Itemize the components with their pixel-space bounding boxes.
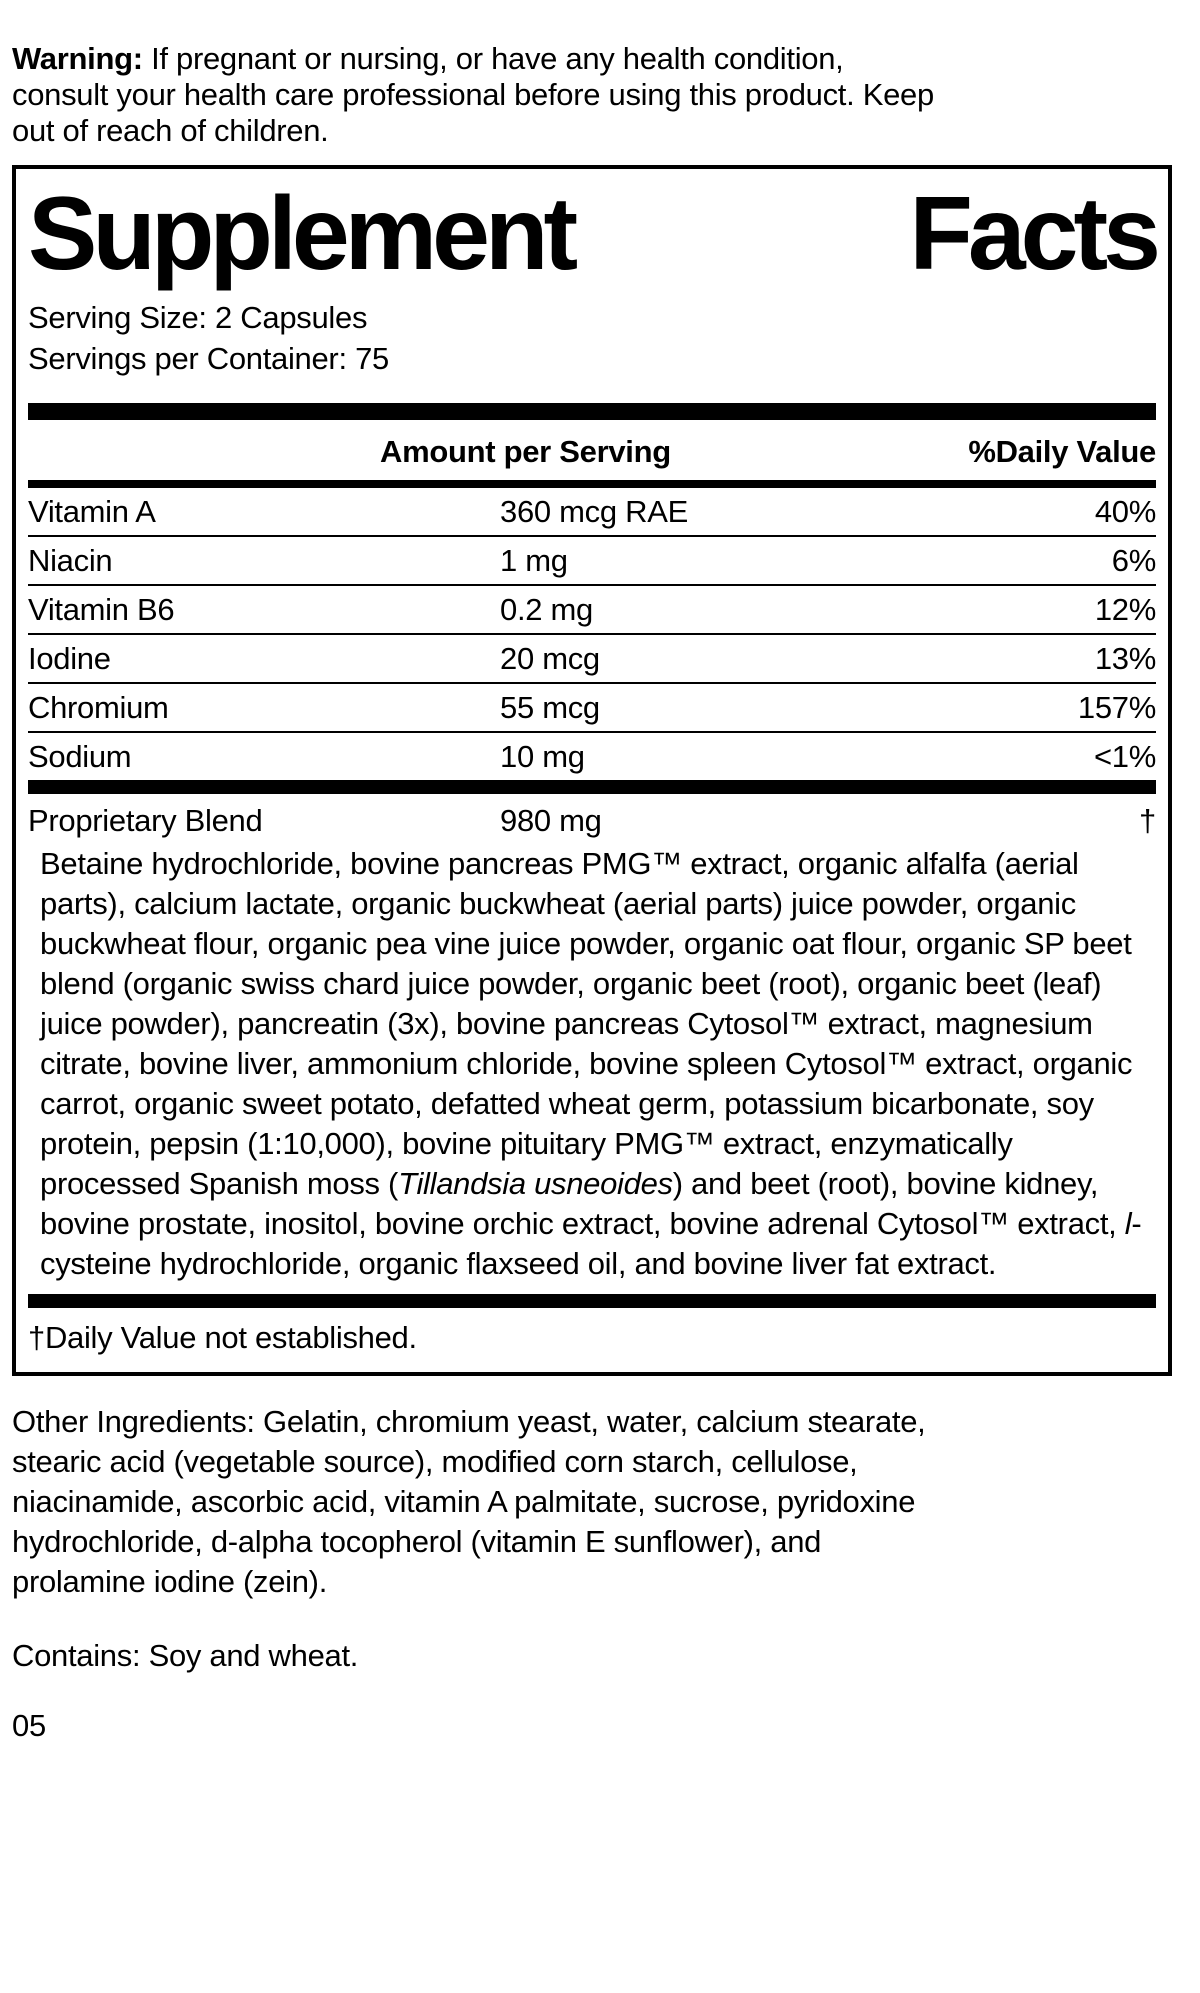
panel-title-word-facts: Facts [909, 176, 1156, 292]
nutrient-amount: 10 mg [500, 739, 585, 775]
nutrient-daily-value: 6% [1111, 543, 1156, 579]
column-header-daily-value: %Daily Value [968, 434, 1156, 470]
servings-per-container: Servings per Container: 75 [28, 341, 389, 377]
nutrient-name: Sodium [28, 739, 132, 775]
page-number: 05 [12, 1708, 46, 1744]
nutrient-name: Vitamin B6 [28, 592, 175, 628]
nutrient-daily-value: <1% [1093, 739, 1156, 775]
separator-bar-heavy-middle [28, 780, 1156, 794]
nutrient-amount: 1 mg [500, 543, 568, 579]
serving-info [28, 297, 1156, 379]
nutrient-amount: 20 mcg [500, 641, 600, 677]
warning-text: If pregnant or nursing, or have any health condition, consult your health care professional before using this product. Keep out of reach of children. [12, 41, 934, 148]
proprietary-blend-description: Betaine hydrochloride, bovine pancreas PMG™ extract, organic alfalfa (aerial parts), calcium lactate, organic buckwheat (aerial parts) juice powder, organic buckwheat flour, organic pea vine juice powder, organic oat flour, organic SP beet blend (organic swiss chard juice powder, organic beet (root), organic beet (leaf) juice powder), pancreatin (3x), bovine pancreas Cytosol™ extract, magnesium citrate, bovine liver, ammonium chloride, bovine spleen Cytosol™ extract, organic carrot, organic sweet potato, defatted wheat germ, potassium bicarbonate, soy protein, pepsin (1:10,000), bovine pituitary PMG™ extract, enzymatically processed Spanish moss (Tillandsia usneoides) and beet (root), bovine kidney, bovine prostate, inositol, bovine orchic extract, bovine adrenal Cytosol™ extract, l-cysteine hydrochloride, organic flaxseed oil, and bovine liver fat extract. [40, 846, 1142, 1282]
separator-bar-medium-header [28, 480, 1156, 488]
separator-bar-heavy-bottom [28, 1294, 1156, 1308]
nutrient-amount: 0.2 mg [500, 592, 593, 628]
nutrient-daily-value: 12% [1094, 592, 1156, 628]
supplement-facts-panel [12, 165, 1172, 1376]
contains-statement: Contains: Soy and wheat. [12, 1638, 359, 1674]
table-row [28, 682, 1156, 731]
nutrient-amount: 55 mcg [500, 690, 600, 726]
panel-title-word-supplement: Supplement [28, 176, 574, 292]
table-row [28, 731, 1156, 780]
table-row [28, 633, 1156, 682]
nutrient-table [28, 488, 1156, 780]
nutrient-name: Vitamin A [28, 494, 156, 530]
table-row [28, 584, 1156, 633]
table-row [28, 535, 1156, 584]
nutrient-amount: 360 mcg RAE [500, 494, 688, 530]
column-header-amount: Amount per Serving [380, 434, 671, 470]
table-row [28, 488, 1156, 535]
blend-name: Proprietary Blend [28, 803, 263, 839]
serving-size: Serving Size: 2 Capsules [28, 300, 368, 336]
nutrient-daily-value: 13% [1094, 641, 1156, 677]
blend-daily-value-dagger: † [1139, 803, 1156, 839]
nutrient-name: Niacin [28, 543, 113, 579]
table-header-row [28, 420, 1156, 480]
panel-title [28, 176, 1156, 292]
nutrient-name: Iodine [28, 641, 111, 677]
nutrient-daily-value: 40% [1094, 494, 1156, 530]
proprietary-blend-row [28, 794, 1156, 840]
nutrient-name: Chromium [28, 690, 169, 726]
warning-paragraph [12, 41, 947, 149]
blend-amount: 980 mg [500, 803, 602, 839]
warning-label: Warning: [12, 41, 143, 76]
other-ingredients-paragraph: Other Ingredients: Gelatin, chromium yeast, water, calcium stearate, stearic acid (vegetable source), modified corn starch, cellulose, niacinamide, ascorbic acid, vitamin A palmitate, sucrose, pyridoxine hydrochloride, d-alpha tocopherol (vitamin E sunflower), and prolamine iodine (zein). [12, 1404, 926, 1600]
nutrient-daily-value: 157% [1077, 690, 1156, 726]
separator-bar-thick-top [28, 403, 1156, 420]
daily-value-footnote: †Daily Value not established. [28, 1320, 417, 1356]
